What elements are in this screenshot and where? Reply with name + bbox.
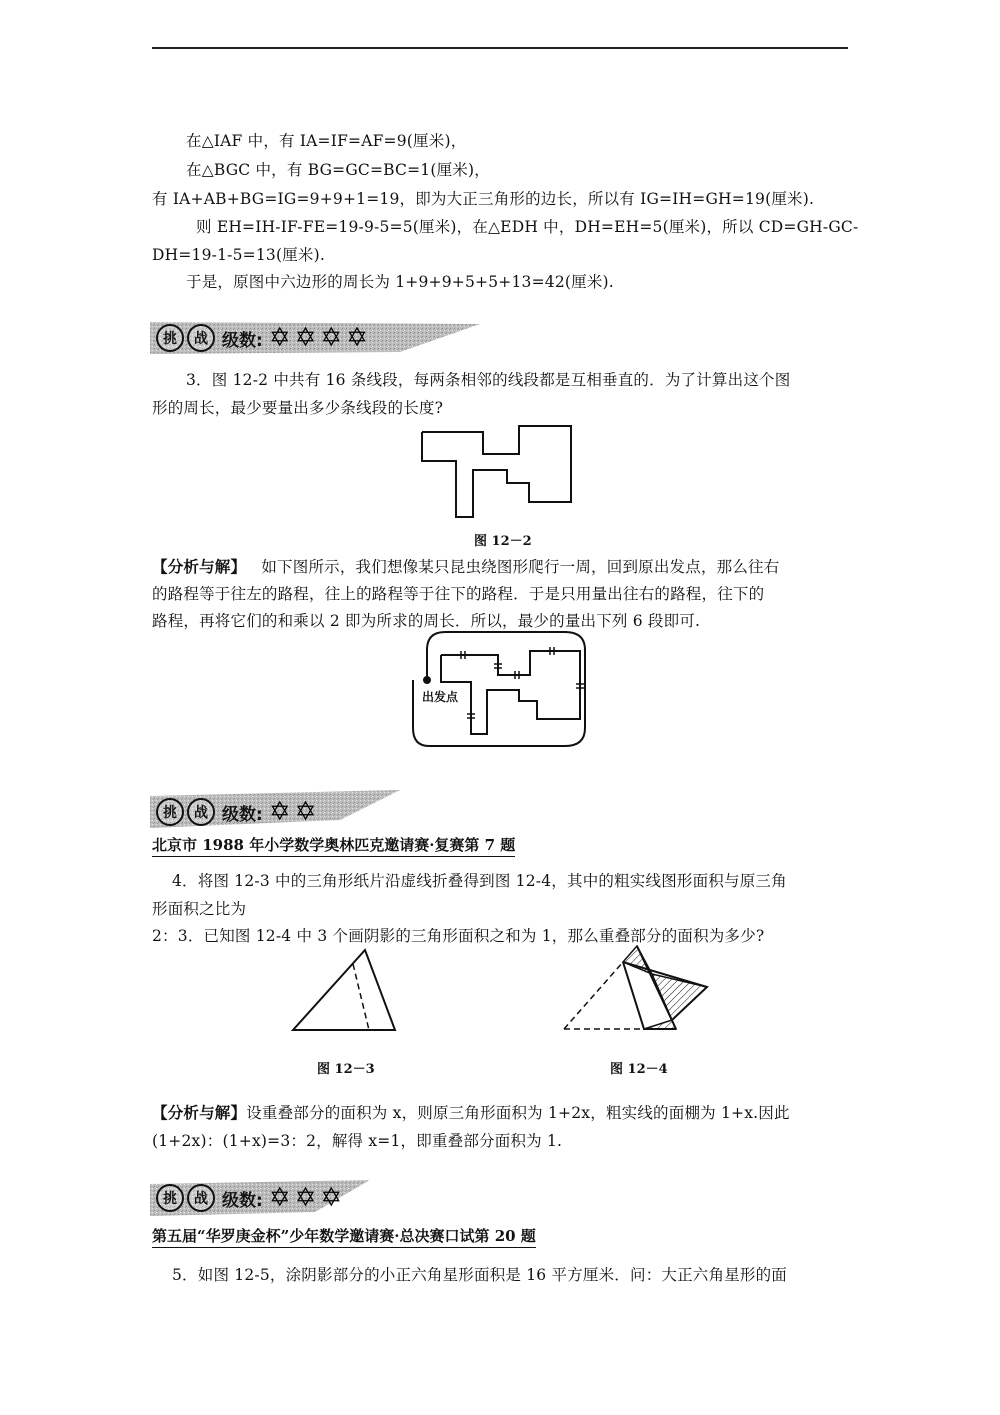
- level-label: 级数:: [222, 804, 263, 825]
- solution-label: 【分析与解】: [152, 1104, 247, 1122]
- problem-source: 北京市 1988 年小学数学奥林匹克邀请赛·复赛第 7 题: [152, 834, 515, 857]
- circled-char-icon: 战: [187, 798, 215, 826]
- solution-paragraph: [152, 1103, 790, 1123]
- circled-char-icon: 战: [187, 1184, 215, 1212]
- text-line: 则 EH=IH-IF-FE=19-9-5=5(厘米)，在△EDH 中，DH=EH=5(厘米)，所以 CD=GH-GC-: [196, 218, 859, 236]
- solution-text: 路程，再将它们的和乘以 2 即为所求的周长．所以，最少的量出下列 6 段即可.: [152, 612, 701, 630]
- solution-paragraph: [152, 557, 779, 577]
- problem-source: 第五届“华罗庚金杯”少年数学邀请赛·总决赛口试第 20 题: [152, 1225, 536, 1248]
- challenge-level-banner: [150, 320, 490, 356]
- figure-12-4-folded-triangle: [560, 942, 720, 1034]
- circled-char-icon: 挑: [156, 324, 184, 352]
- text-line: 在△IAF 中，有 IA=IF=AF=9(厘米)，: [186, 132, 467, 150]
- figure-12-3-triangle: [285, 945, 405, 1035]
- circled-char-icon: 挑: [156, 798, 184, 826]
- problem-text: 形面积之比为: [152, 900, 247, 918]
- problem-text: 3．图 12-2 中共有 16 条线段，每两条相邻的线段都是互相垂直的．为了计算出这个图: [186, 371, 791, 389]
- challenge-level-banner: [150, 790, 410, 826]
- problem-text: 2：3．已知图 12-4 中 3 个画阴影的三角形面积之和为 1，那么重叠部分的面积为多少?: [152, 927, 765, 945]
- problem-text: 5．如图 12-5，涂阴影部分的小正六角星形面积是 16 平方厘米．问：大正六角星形的面: [172, 1266, 787, 1284]
- solution-text: 设重叠部分的面积为 x，则原三角形面积为 1+2x，粗实线的面棚为 1+x.因此: [246, 1104, 790, 1122]
- problem-text: 形的周长，最少要量出多少条线段的长度?: [152, 399, 444, 417]
- difficulty-stars-icon: ✡✡✡: [268, 1183, 347, 1213]
- text-line: 在△BGC 中，有 BG=GC=BC=1(厘米)，: [186, 161, 490, 179]
- text-line: DH=19-1-5=13(厘米).: [152, 246, 325, 264]
- start-point-label: 出发点: [422, 690, 459, 704]
- difficulty-stars-icon: ✡✡✡✡: [268, 323, 372, 353]
- figure-12-2: [400, 420, 600, 520]
- difficulty-stars-icon: ✡✡: [268, 797, 321, 827]
- solution-text: (1+2x)：(1+x)=3：2，解得 x=1，即重叠部分面积为 1.: [152, 1132, 563, 1150]
- figure-caption: 图 12－3: [317, 1062, 375, 1077]
- text-line: 于是，原图中六边形的周长为 1+9+9+5+5+13=42(厘米).: [186, 273, 614, 291]
- figure-caption: 图 12－2: [474, 534, 532, 549]
- circled-char-icon: 战: [187, 324, 215, 352]
- solution-label: 【分析与解】: [152, 558, 247, 576]
- level-label: 级数:: [222, 330, 263, 351]
- challenge-level-banner: [150, 1178, 380, 1214]
- solution-text: 如下图所示，我们想像某只昆虫绕图形爬行一周，回到原出发点，那么往右: [261, 558, 780, 576]
- text-line: 有 IA+AB+BG=IG=9+9+1=19，即为大正三角形的边长，所以有 IG=IH=GH=19(厘米).: [152, 190, 815, 208]
- level-label: 级数:: [222, 1190, 263, 1211]
- header-rule: [152, 47, 848, 49]
- solution-text: 的路程等于往左的路程，往上的路程等于往下的路程．于是只用量出往右的路程，往下的: [152, 585, 765, 603]
- problem-text: 4．将图 12-3 中的三角形纸片沿虚线折叠得到图 12-4，其中的粗实线图形面积与原三角: [172, 872, 787, 890]
- figure-caption: 图 12－4: [610, 1062, 668, 1077]
- circled-char-icon: 挑: [156, 1184, 184, 1212]
